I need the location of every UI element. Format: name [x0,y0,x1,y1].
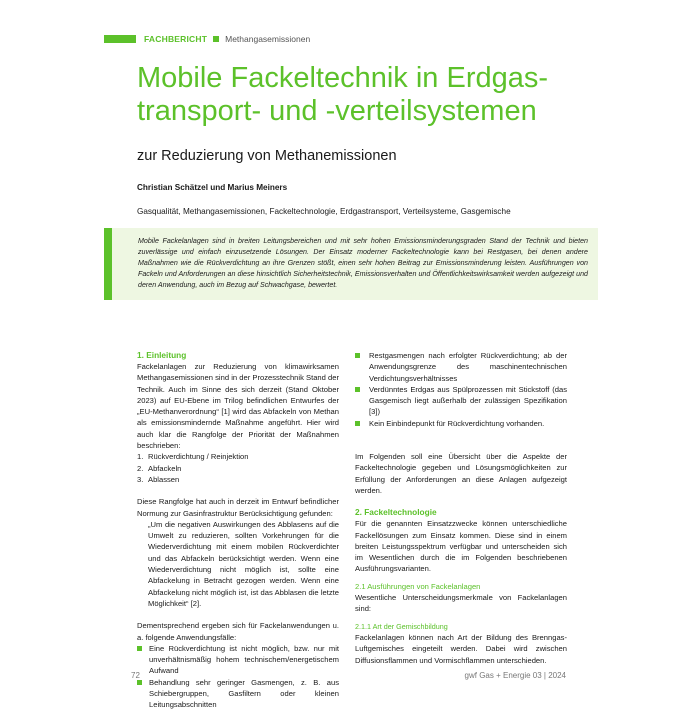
paragraph: Fackelanlagen können nach Art der Bildung des Brenngas-Luftgemisches eingeteilt werden. Dabei wird zwischen Diffusionsflammen und Vormischflammen unterschieden. [355,632,567,665]
list-item: Eine Rückverdichtung ist nicht möglich, bzw. nur mit unverhältnismäßig hohem technischem/energetischem Aufwand [137,643,339,677]
keywords: Gasqualität, Methangasemissionen, Fackeltechnologie, Erdgastransport, Verteilsysteme, Gasgemische [137,207,511,216]
paragraph: Wesentliche Unterscheidungsmerkmale von Fackelanlagen sind: [355,593,567,614]
list-item: 3. Ablassen [137,474,180,484]
paragraph: Fackelanlagen zur Reduzierung von klimawirksamen Methangasemissionen sind in der Prozesstechnik Stand der Technik. Auch im Sinne des sich derzeit (Stand Oktober 2023) auf EU-Ebene im Trilog befindlichen Entwurfes der „EU-Methanverordnung“ [1] wird das Abfackeln von Methan als emissionsmindernde Maßnahme angeführt. Hier wird auch klar die Rangfolge der Priorität der Maßnahmen beschrieben: [137,362,339,451]
header-topic: Methangasemissionen [225,34,311,44]
square-bullet-icon [355,387,360,392]
heading-gemischbildung: 2.1.1 Art der Gemischbildung [355,621,448,631]
bullet-list [355,350,567,429]
paragraph: Diese Rangfolge hat auch in derzeit im Entwurf befindlicher Normung zur Gasinfrastruktur Berücksichtigung gefunden: [137,497,339,518]
article-subtitle: zur Reduzierung von Methanemissionen [137,148,397,164]
header-category: FACHBERICHT [144,34,208,44]
square-bullet-icon [137,680,142,685]
quote: „Um die negativen Auswirkungen des Abblasens auf die Umwelt zu reduzieren, sollten Vorkehrungen für die Wiederverdichtung mit einem mobilen Rückverdichter und das Abfackeln berücksichtigt werden. Wenn eine Wiederverdichtung nicht möglich ist, sollte eine Abfackelung in Betracht gezogen werden. Wenn eine Abfackelung nicht möglich ist, ist das Abblasen die letzte Möglichkeit“ [2]. [148,519,339,608]
paragraph: Für die genannten Einsatzzwecke können unterschiedliche Fackellösungen zum Einsatz kommen. Diese sind in einem breiten Leistungsspektrum verfügbar und unterscheiden sich im Wesentlichen durch die im Folgenden beschriebenen Ausführungsvarianten. [355,519,567,574]
list-item: Verdünntes Erdgas aus Spülprozessen mit Stickstoff (das Gasgemisch liegt außerhalb der zulässigen Spezifikation [3]) [355,384,567,418]
bullet-list [137,643,339,711]
journal-name: gwf Gas + Energie 03 | 2024 [464,671,566,680]
left-column [137,350,339,711]
square-bullet-icon [355,353,360,358]
abstract-text: Mobile Fackelanlagen sind in breiten Leitungsbereichen und mit sehr hohen Emissionsminderungsgraden Stand der Technik und bieten zuverlässige und einfach einzusetzende Lösungen. Der Einsatz moderner Fackeltechnologie kann bei Restgasen, bei denen andere Maßnahmen wie die Rückverdichtung an ihre Grenzen stößt, einen sehr hohen Beitrag zur Emissionsminderung leisten. Ausführungen von Fackeln und Anforderungen an diese hinsichtlich Sicherheitstechnik, Emissionsverhalten und Öffentlichkeitswirksamkeit werden aufgezeigt und deren Anwendung, auch im Bezug auf Schwachgase, bewertet. [138,237,588,289]
header-accent-bar [104,35,136,43]
page-number: 72 [131,671,140,680]
section-header [104,33,310,45]
abstract-box [104,228,598,300]
heading-fackeltechnologie: 2. Fackeltechnologie [355,507,437,518]
list-item: 1. Rückverdichtung / Reinjektion [137,452,249,462]
list-item: Behandlung sehr geringer Gasmengen, z. B. aus Schiebergruppen, Gasfiltern oder kleinen Leitungsabschnitten [137,677,339,711]
heading-ausfuehrungen: 2.1 Ausführungen von Fackelanlagen [355,581,481,591]
header-square-icon [213,36,219,42]
title-line-2: transport- und -verteilsystemen [137,95,537,127]
list-item: Kein Einbindepunkt für Rückverdichtung vorhanden. [355,418,567,429]
article-title [137,62,617,128]
heading-einleitung: 1. Einleitung [137,350,187,360]
paragraph: Im Folgenden soll eine Übersicht über die Aspekte der Fackeltechnologie gegeben und Lösungsmöglichkeiten zur Erfüllung der Anforderungen an diese Anlagen aufgezeigt werden. [355,452,567,495]
right-column [355,350,567,666]
priority-list [137,451,339,485]
title-line-1: Mobile Fackeltechnik in Erdgas- [137,62,549,94]
list-item: 2. Abfackeln [137,463,182,473]
square-bullet-icon [355,421,360,426]
square-bullet-icon [137,646,142,651]
paragraph: Dementsprechend ergeben sich für Fackelanwendungen u. a. folgende Anwendungsfälle: [137,621,339,642]
authors: Christian Schätzel und Marius Meiners [137,183,288,192]
list-item: Restgasmengen nach erfolgter Rückverdichtung; ab der Anwendungsgrenze des maschinentechnischen Verdichtungsverhältnisses [355,350,567,384]
